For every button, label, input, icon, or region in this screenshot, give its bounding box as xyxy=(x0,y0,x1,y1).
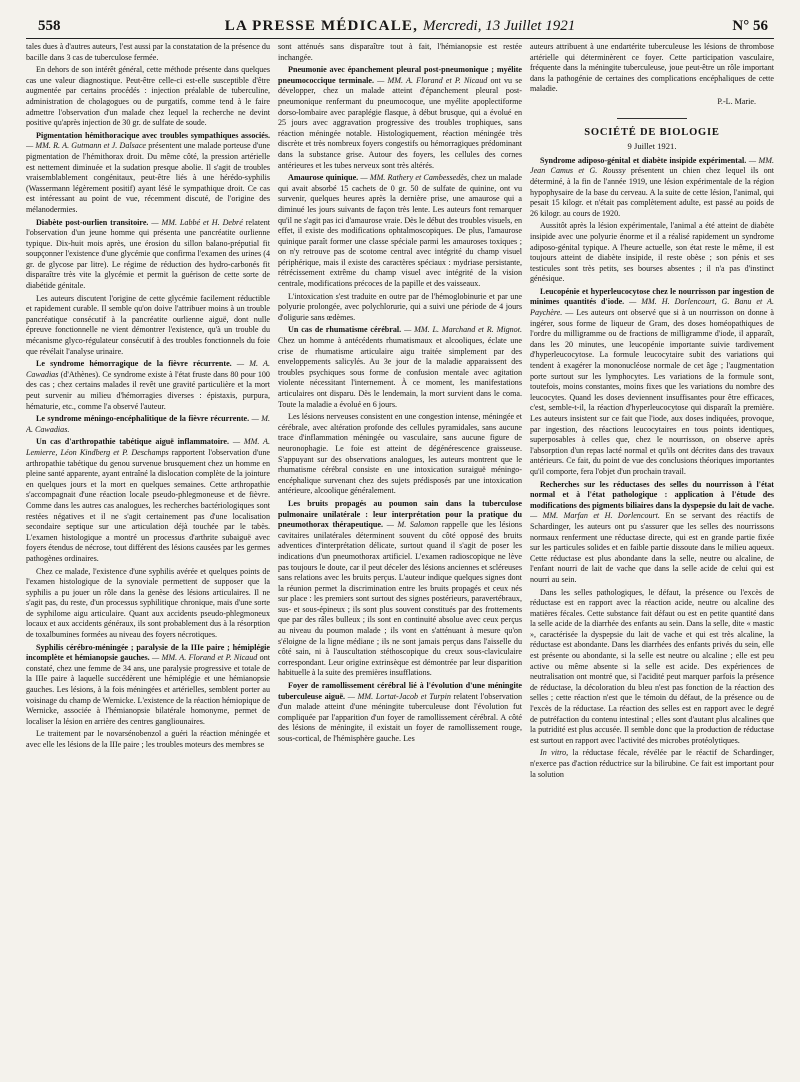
article-title: Syphilis cérébro-méningée ; paralysie de la IIIe paire ; hémiplégie incomplète et hémianopsie gauches. xyxy=(26,642,270,663)
article-cawadias-2 xyxy=(26,414,270,435)
paragraph: Aussitôt après la lésion expérimentale, l'animal a été atteint de diabète insipide avec une polyurie énorme et il a réalisé rapidement un syndrome adiposo-génital typique. A l'heure actuelle, son état reste le même, il est toujours atteint de diabète insipide, il reste obèse ; son pénis et ses testicules sont très petits, ses bourses absentes ; il n'a pas d'instinct génésique. xyxy=(530,221,774,284)
article-lortat-jacob xyxy=(278,681,522,745)
article-title: Diabète post-ourlien transitoire. xyxy=(36,217,149,227)
article-text: relatent l'observation d'un malade atteint d'une méningite tuberculeuse dont l'évolution fut compliquée par l'apparition d'un foyer de ramollissement cérébral. A côté des lésions de méningite, il existait un foyer de ramollissement rouge, sous-cortical, de l'hémisphère gauche. Les xyxy=(278,691,522,743)
article-title: Pneumonie avec épanchement pleural post-pneumonique ; myélite pneumococcique terminale. xyxy=(278,65,522,85)
article-authors: — MM. A. Florand et P. Nicaud xyxy=(377,75,488,85)
article-title: Foyer de ramollissement cérébral lié à l'évolution d'une méningite tuberculeuse aiguë. xyxy=(278,681,522,701)
article-lemierre xyxy=(26,437,270,564)
article-gutmann xyxy=(26,131,270,216)
article-title: Recherches sur les réductases des selles du nourrisson à l'état normal et à l'état pathologique : application à l'étude des modifications des pigments biliaires dans la dyspepsie du lait de vache. xyxy=(530,479,774,510)
article-authors: — MM. A. Florand et P. Nicaud xyxy=(152,653,258,663)
article-authors: — M. A. Cawadias. xyxy=(26,414,270,434)
article-text: (d'Athènes). Ce syndrome existe à l'état fruste dans 80 pour 100 des cas ; chez certains malades il revêt une gravité particulière et la mort peut survenir au milieu d'hémorragies diverses : épistaxis, purpura, hématurie, etc., comme l'a observé l'auteur. xyxy=(26,369,270,411)
article-title: Pigmentation hémithoracique avec troubles sympathiques associés. xyxy=(36,130,270,140)
columns xyxy=(26,42,774,1078)
article-text: — Les auteurs ont observé que si à un nourrisson on donne à ingérer, sous forme de liqueur de Gram, des doses homéopathiques de l'ordre du milligramme ou de fractions de milligramme d'iode, il apparaît, dans les 20 minutes, une leucopénie importante suivie tardivement d'hyperleucocytose. La formule leucocytaire subit des variations qui tendent à exagérer la mononucléose normale de cet âge ; l'augmentation porte surtout sur les lymphocytes. Les variations de la formule sont, toutefois, moins constantes, moins fixes que les variations du nombre des leucocytes. Quand les doses deviennent insuffisantes pour être efficaces, c'est, semble-t-il, la réaction d'hyperleucocytose qui disparaît la première. Les auteurs insistent sur ce fait que l'iode, aux doses indiquées, provoque, par ingestion, des réactions leucocytaires en tous points identiques, superposables à celles que, chez le nourrisson, on observe après l'absorption d'un repas lacté normal et qu'ils ont décrites dans des travaux antérieurs. Ce fait, du point de vue des conclusions théoriques importantes qu'il comporte, fera l'objet d'un prochain travail. xyxy=(530,308,774,476)
paragraph: sont atténués sans disparaître tout à fait, l'hémianopsie est restée inchangée. xyxy=(278,42,522,62)
article-text: chez un malade qui avait absorbé 15 cachets de 0 gr. 50 de sulfate de quinine, ont vu survenir, quelques heures après la dernière prise, une amaurose qui a diminué les jours suivants de façon très lente. Les auteurs font remarquer qu'il ne s'agit pas ici d'amaurose vraie. Dès le début des troubles visuels, en effet, il existe des modifications ophtalmoscopiques. De plus, l'amaurose quinique paraît former une classe spéciale parmi les amauroses toxiques ; on n'y retrouve pas de scotome central avec intégrité du champ visuel périphérique, mais il existe des caractères spéciaux : mydriase persistante, rétrécissement extrême du champ visuel avec intégrité de la vision centrale, modifications précoces de la papille et des vaisseaux. xyxy=(278,173,522,289)
article-title: Amaurose quinique. xyxy=(288,173,359,183)
paragraph: Les auteurs discutent l'origine de cette glycémie facilement réductible et rapidement curable. Il semble qu'on doive l'attribuer moins à un trouble pancréatique consécutif à la pancréatite ourlienne aiguë, dont nulle épreuve fonctionnelle ne vient démontrer l'existence, qu'à un trouble du mécanisme glyco-régulateur consécutif à des troubles fonctionnels du foie que révélait l'analyse urinaire. xyxy=(26,293,270,356)
article-title: Un cas de rhumatisme cérébral. xyxy=(288,325,402,335)
article-camus xyxy=(530,156,774,220)
article-authors: — MM. L. Marchand et R. Mignot. xyxy=(404,325,522,335)
article-rathery xyxy=(278,173,522,290)
paragraph: En dehors de son intérêt général, cette méthode présente dans quelques cas une valeur diagnostique. Peut-être celle-ci est-elle susceptible d'être augmentée par certains procédés : injection préalable de tuberculine, administration de cholagogues ou de purgatifs, comme tend à le faire admettre l'observation d'un malade chez lequel la recherche ne devint positive qu'après injection de 30 gr. de sulfate de soude. xyxy=(26,65,270,128)
paragraph: Le traitement par le novarsénobenzol a guéri la réaction méningée et avec elle les lésions de la IIIe paire ; les troubles moteurs des membres se xyxy=(26,729,270,749)
section-date: 9 Juillet 1921. xyxy=(627,141,677,152)
issue-date: Mercredi, 13 Juillet 1921 xyxy=(423,18,576,34)
article-text: rapportent l'observation d'une arthropathie tabétique du genou survenue brusquement chez un homme en pleine santé apparente, ayant entraîné la dislocation complète de la jointure en quelques jours et la mort en quelques semaines. Cette arthropathie s'accompagnait d'une réaction locale pseudo-phlegmoneuse et de fièvre. Comme dans les autres cas analogues, les recherches bactériologiques sont restées négatives et il ne s'agit certainement pas d'une localisation secondaire septique sur une articulation déjà touchée par le tabès. L'examen histologique a montré un processus d'arthrite subaiguë avec foyers étendus de nécrose, tout différent des lésions causées par les germes pathogènes ordinaires. xyxy=(26,447,270,563)
journal-title: LA PRESSE MÉDICALE, xyxy=(224,18,419,34)
article-authors: — MM. Marfan et H. Dorlencourt. xyxy=(530,511,660,521)
article-text: ont vu se développer, chez un malade atteint d'épanchement pleural post-pneumonique renfermant du pneumocoque, une myélite apoplectiforme dorso-lombaire avec paraplégie flasque, à début brusque, qui a évolué en 25 jours avec aggravation progressive des troubles trophiques, sans réaction méningée notable. Histologiquement, réaction méningée très discrète et très nombreux foyers congestifs ou hémorragiques prédominant dans la substance grise. Autour des foyers, les cellules des cornes antérieures et les tubes nerveux sont très altérés. xyxy=(278,75,522,170)
column-3 xyxy=(530,42,774,1078)
paragraph: Dans les selles pathologiques, le défaut, la présence ou l'excès de réductase est en rapport avec la réaction acide, neutre ou alcaline des matières fécales. Cette substance fait défaut ou est en petite quantité dans la selle acide de la diarrhée des enfants au sein. Dans la selle, dite « mastic », caractérisée la dyspepsie du lait de vache et qui est très alcaline, la réductase est abondante. Dans les diarrhées des enfants privés du sein, elle est présente ou abondante, si la selle est neutre ou alcaline ; elle est peu active ou même absente si la selle est acide. Des expériences de neutralisation ont montré que, si l'acidité peut marquer parfois la présence de réductase, la décoloration du bleu n'est pas fonction de la réaction des selles ; cette réaction n'est que le témoin du défaut, de la présence ou de l'excès de la réductase. La réaction des selles est en rapport avec le degré de putréfaction du contenu intestinal ; elles sont d'autant plus alcalines que la putridité est plus accusée. Il semble donc que la production de réductase est surtout en rapport avec l'activité des microbes protéolytiques. xyxy=(530,587,774,745)
article-title: Syndrome adiposo-génital et diabète insipide expérimental. xyxy=(540,155,747,165)
article-florand-2 xyxy=(278,65,522,171)
page-header xyxy=(26,0,774,39)
article-text: la réductase fécale, révélée par le réactif de Schardinger, n'exerce pas d'action réductrice sur la bilirubine. Ce fait est important pour la solution xyxy=(530,748,774,779)
article-title: Le syndrome hémorragique de la fièvre récurrente. xyxy=(36,359,232,369)
issue-number: N° 56 xyxy=(732,18,768,34)
article-authors: — MM. Jean Camus et G. Roussy xyxy=(530,155,774,176)
paragraph xyxy=(530,748,774,780)
article-authors: — M. A. Cawadias xyxy=(26,359,270,379)
article-florand-1 xyxy=(26,643,270,728)
paragraph: auteurs attribuent à une endartérite tuberculeuse les lésions de thrombose artérielle qui déterminèrent ce foyer. Cette participation vasculaire, fréquente dans la méningite tuberculeuse, joue peut-être un rôle important dans la pathogénie de certaines des complications encéphaliques de cette maladie. xyxy=(530,42,774,94)
paragraph: Les lésions nerveuses consistent en une congestion intense, méningée et cérébrale, avec altération profonde des cellules pyramidales, sans aucune trace d'inflammation méningée ou vasculaire, sans aucune figure de neuronophagie. Le foie est atteint de dégénérescence graisseuse. S'appuyant sur des observations analogues, les auteurs montrent que le rhumatisme cérébral consiste en une intoxication suraiguë méningo-encéphalique survenant chez des sujets prédisposés par une intoxication antérieure, alcoolique généralement. xyxy=(278,412,522,496)
latin-phrase: In vitro, xyxy=(540,748,569,758)
article-title: Leucopénie et hyperleucocytose chez le nourrisson par ingestion de minimes quantités d'iode. xyxy=(530,286,774,307)
journal-masthead xyxy=(26,18,774,35)
article-authors: — MM. H. Dorlencourt, G. Banu et A. Paychère. xyxy=(530,297,774,318)
article-text: ont constaté, chez une femme de 34 ans, une paralysie progressive et totale de la IIIe paire à laquelle succédèrent une hémiplégie et une hémianopsie gauches. Les lésions, à la fois méningées et artérielles, semblent porter au voisinage du champ de Wernicke. L'existence de la réaction hémiopique de Wernicke, associée à l'hémianopsie bilatérale homonyme, permet de localiser la lésion en arrière des centres gangliounaires. xyxy=(26,653,270,726)
section-divider xyxy=(617,118,687,119)
article-authors: — MM. A. Lemierre, Léon Kindberg et P. Deschamps xyxy=(26,437,270,457)
article-text: rappelle que les lésions cavitaires unilatérales déterminent souvent du côté opposé des bruits adventices d'interprétation délicate, surtout quand il s'agit de poser les indications d'un pneumothorax artificiel. L'examen radioscopique ne lève pas toujours le doute, car il peut déceler des lésions anciennes et scléreuses sans relations avec les bruits perçus. L'auteur indique quelques signes dont la réunion permet la discrimination entre les bruits propagés et ceux nés sur place : les premiers sont surtout des signes postérieurs, paravertébraux, sus- et sous-épineux ; ils sont plus souvent constitués par des frottements que par des râles bulleux ; ils sont en continuité absolue avec ceux perçus au niveau du poumon malade ; ils vont en s'atténuant à mesure qu'on s'éloigne de la ligne médiane ; ils ne sont jamais perçus dans l'aisselle du côté sain, ni à l'auscultation stéthoscopique du creux sous-claviculaire correspondant. Leur origine extrinsèque est démontrée par leur disparition habituelle à la suite des premières insufflations. xyxy=(278,520,522,678)
article-title: Un cas d'arthropathie tabétique aiguë inflammatoire. xyxy=(36,437,230,447)
article-title: Le syndrome méningo-encéphalitique de la fièvre récurrente. xyxy=(36,414,250,424)
section-title: SOCIÉTÉ DE BIOLOGIE xyxy=(584,126,720,138)
article-authors: — MM. R. A. Gutmann et J. Dalsace xyxy=(26,141,147,151)
article-marfan xyxy=(530,480,774,586)
article-cawadias-1 xyxy=(26,359,270,412)
column-2 xyxy=(278,42,522,1078)
article-authors: — MM. Labbé et H. Debré xyxy=(151,217,243,227)
page-number: 558 xyxy=(38,18,61,34)
article-text: relatent l'observation d'un jeune homme qui présenta une pancréatite ourlienne typique. Dix-huit mois après, une érosion du sillon balano-préputial fit soupçonner l'existence d'une glycémie que confirma l'examen des urines (4 gr. de glycose par litre). Le régime de réduction des hydro-carbonés fit disparaître très vite la glycémie et permit la guérison de cette sorte de diabétide génitale. xyxy=(26,217,270,291)
article-text: présentent un chien chez lequel ils ont déterminé, à la fin de l'année 1919, une lésion expérimentale de la région hypophysaire de la base du cerveau. A la suite de cette lésion, l'animal, qui pesait 15 kilogr. et n'était pas complètement adulte, est passé au poids de 26 kilogr. au cours de 1920. xyxy=(530,166,774,218)
paragraph: L'intoxication s'est traduite en outre par de l'hémoglobinurie et par une polyurie prolongée, avec polychlorurie, qui a suivi une période de 4 jours d'oligurie sans œdèmes. xyxy=(278,291,522,322)
article-salomon xyxy=(278,499,522,679)
article-text: présentent une malade porteuse d'une pigmentation de l'hémithorax droit. Du même côté, la pression artérielle est nettement diminuée et la sudation presque abolie. Il s'agit de troubles vraisemblablement congénitaux, peut-être liés à une hérédo-syphilis (Wassermann légèrement positif) ayant lésé le sympathique droit. Ce cas est intéressant au point de vue, récemment discuté, de l'origine des mélanodermies. xyxy=(26,141,270,214)
signature: P.-L. Marie. xyxy=(717,96,756,106)
paragraph: Chez ce malade, l'existence d'une syphilis avérée et quelques points de l'examen histologique de la synoviale permettent de supposer que la syphilis a pu jouer un rôle dans la genèse des lésions articulaires. Il ne s'agit pas, du reste, d'un processus syphilitique chronique, mais d'une sorte de syphilome aigu articulaire. Quant aux accidents pseudo-phlegmoneux locaux et aux accidents généraux, ils sont probablement dus à la résorption de toxalbumines formées au niveau des foyers nécrotiques. xyxy=(26,566,270,640)
article-text: En se servant des réactifs de Schardinger, les auteurs ont pu s'assurer que les selles des nourrissons normaux renferment une réductase directe, qui est en grande partie fixée sur les particules solides et en faible partie dissoute dans le milieu aqueux. Cette réductase est plus abondante dans la selle, neutre ou alcaline, de l'enfant nourri de lait de vache que dans la selle acide de celui qui est nourri au sein. xyxy=(530,511,774,584)
article-text: Chez un homme à antécédents rhumatismaux et alcooliques, éclate une crise de rhumatisme articulaire aigu traitée simplement par des enveloppements salicylés. Au 3e jour de la maladie apparaissent des troubles psychiques sous forme de confusion mentale avec agitation violente nécessitant l'internement. À ce moment, les manifestations articulaires ont disparu. Dès le lendemain, la mort survient dans le coma. Toute la maladie a évolué en 6 jours. xyxy=(278,336,522,409)
paragraph: tales dues à d'autres auteurs, l'est aussi par la constatation de la présence du bacille dans 3 cas de tuberculose fermée. xyxy=(26,42,270,62)
article-marchand xyxy=(278,325,522,410)
column-1 xyxy=(26,42,270,1078)
article-authors: — MM. Rathery et Cambessedès, xyxy=(360,173,470,183)
article-labbe xyxy=(26,218,270,292)
article-dorlencourt xyxy=(530,287,774,478)
article-authors: — MM. Lortat-Jacob et Turpin xyxy=(347,691,451,701)
article-title: Les bruits propagés au poumon sain dans la tuberculose pulmonaire unilatérale : leur interprétation pour la pratique du pneumothorax thérapeutique. xyxy=(278,498,522,530)
article-authors: — M. Salomon xyxy=(386,520,439,530)
